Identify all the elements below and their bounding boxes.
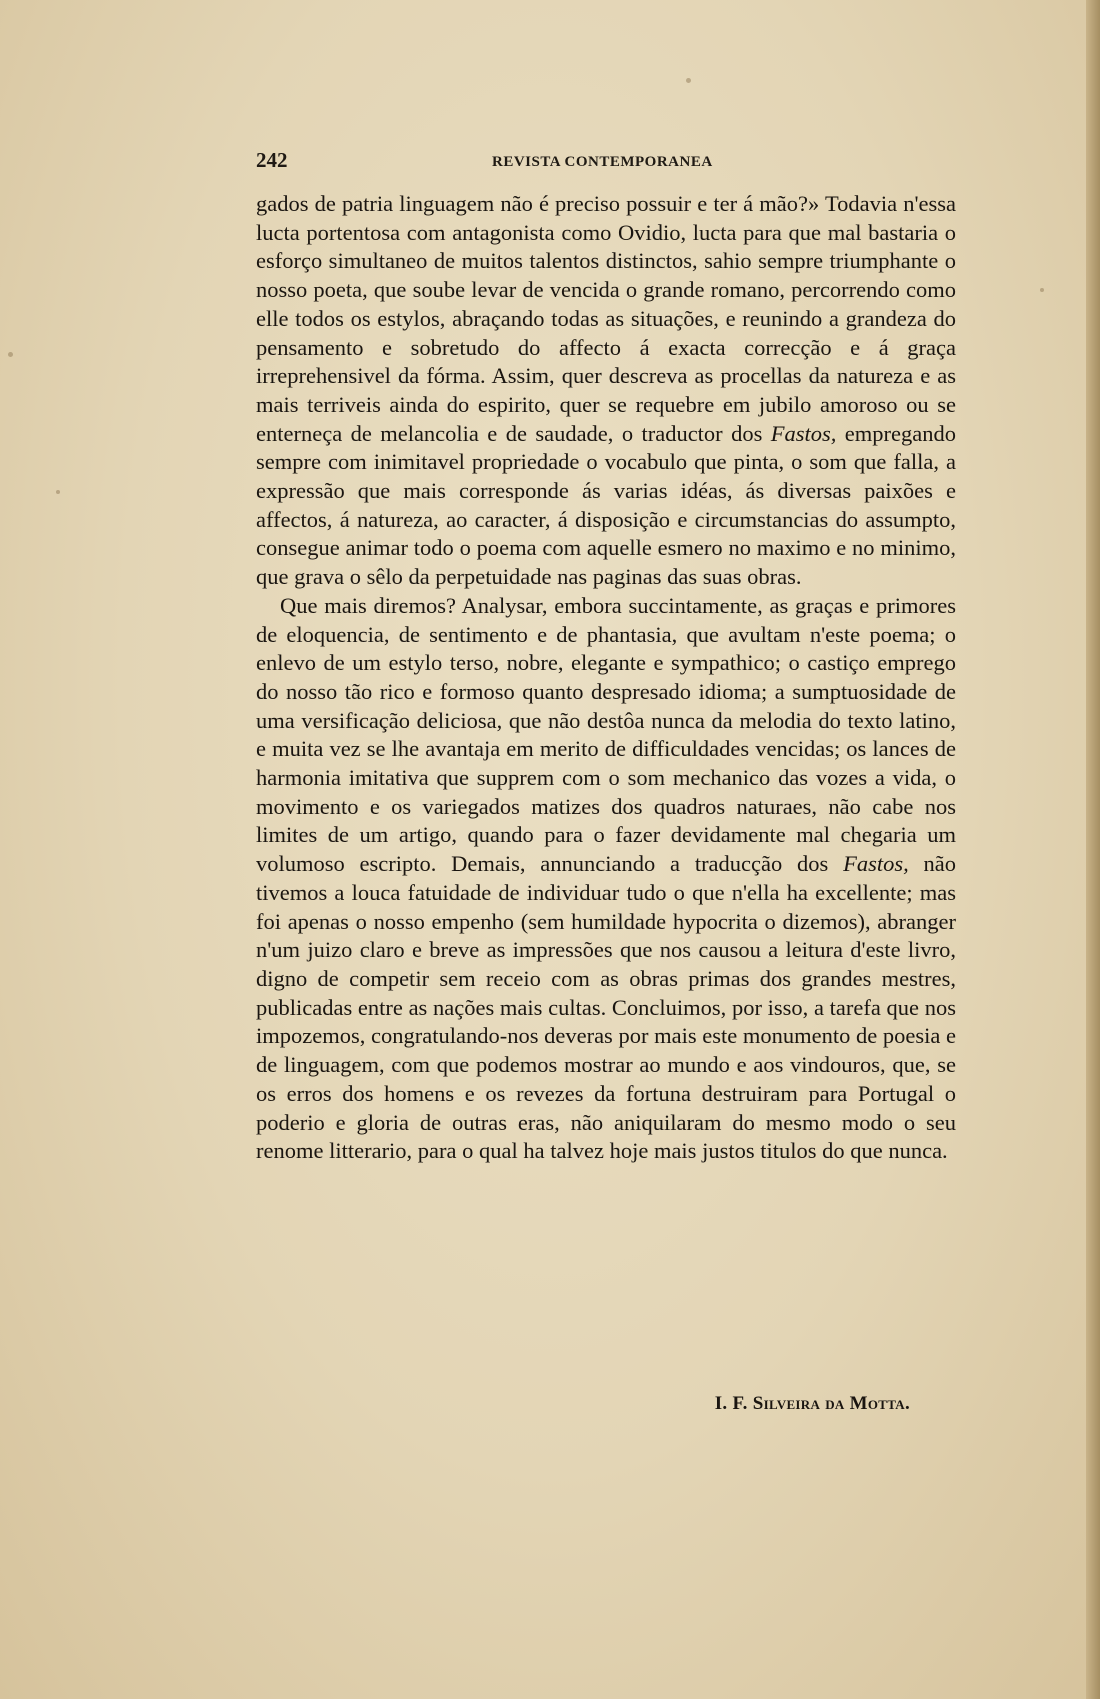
page-number: 242: [256, 148, 288, 172]
author-signature: [715, 1393, 910, 1415]
page-edge-shadow: [1086, 0, 1100, 1699]
running-head: REVISTA CONTEMPORANEA: [492, 154, 713, 170]
paper-speck: [1040, 288, 1044, 292]
author-initials: I. F.: [714, 1393, 748, 1414]
book-title-italic: Fastos,: [843, 851, 909, 877]
paragraph-text: Que mais diremos? Analysar, embora succintamente, as graças e primores de eloquencia, de sentimento e de phantasia, que avultam n'este poema; o enlevo de um estylo terso, nobre, elegante e sympathico; o castiço emprego do nosso tão rico e formoso quanto despresado idioma; a sumptuosidade de uma versificação deliciosa, que não destôa nunca da melodia do texto latino, e muita vez se lhe avantaja em merito de difficuldades vencidas; os lances de harmonia imitativa que supprem com o som mechanico das vozes a vida, o movimento e os variegados matizes dos quadros naturaes, não cabe nos limites de um artigo, quando para o fazer devidamente mal chegaria um volumoso escripto. Demais, annunciando a traducção dos: [256, 592, 956, 877]
book-title-italic: Fastos,: [770, 420, 837, 446]
paragraph-text: não tivemos a louca fatuidade de individuar tudo o que n'ella ha excellente; mas foi apenas o nosso empenho (sem humildade hypocrita o dizemos), abranger n'um juizo claro e breve as impressões que nos causou a leitura d'este livro, digno de competir sem receio com as obras primas dos grandes mestres, publicadas entre as nações mais cultas. Concluimos, por isso, a tarefa que nos impozemos, congratulando-nos deveras por mais este monumento de poesia e de linguagem, com que podemos mostrar ao mundo e aos vindouros, que, se os erros dos homens e os revezes da fortuna destruiram para Portugal o poderio e gloria de outras eras, não aniquilaram do mesmo modo o seu renome litterario, para o qual ha talvez hoje mais justos titulos do que nunca.: [256, 851, 956, 1164]
page-header: [256, 148, 956, 178]
paper-speck: [686, 78, 691, 83]
paper-speck: [8, 352, 13, 357]
paragraph: [256, 592, 956, 1166]
article-body: [256, 190, 956, 1166]
paragraph: [256, 190, 956, 592]
paper-speck: [56, 490, 60, 494]
paragraph-text: gados de patria linguagem não é preciso possuir e ter á mão?» Todavia n'essa lucta portentosa com antagonista como Ovidio, lucta para que mal bastaria o esforço simultaneo de muitos talentos distinctos, sahio sempre triumphante o nosso poeta, que soube levar de vencida o grande romano, percorrendo como elle todos os estylos, abraçando todas as situações, e reunindo a grandeza do pensamento e sobretudo do affecto á exacta correcção e á graça irreprehensivel da fórma. Assim, quer descreva as procellas da natureza e as mais terriveis ainda do espirito, quer se requebre em jubilo amoroso ou se enterneça de melancolia e de saudade, o traductor dos: [256, 191, 956, 446]
author-name: Silveira da Motta.: [752, 1393, 910, 1414]
paragraph-text: empregando sempre com inimitavel propriedade o vocabulo que pinta, o som que falla, a expressão que mais corresponde ás varias idéas, ás diversas paixões e affectos, á natureza, ao caracter, á disposição e circumstancias do assumpto, consegue animar todo o poema com aquelle esmero no maximo e no minimo, que grava o sêlo da perpetuidade nas paginas das suas obras.: [256, 420, 956, 590]
